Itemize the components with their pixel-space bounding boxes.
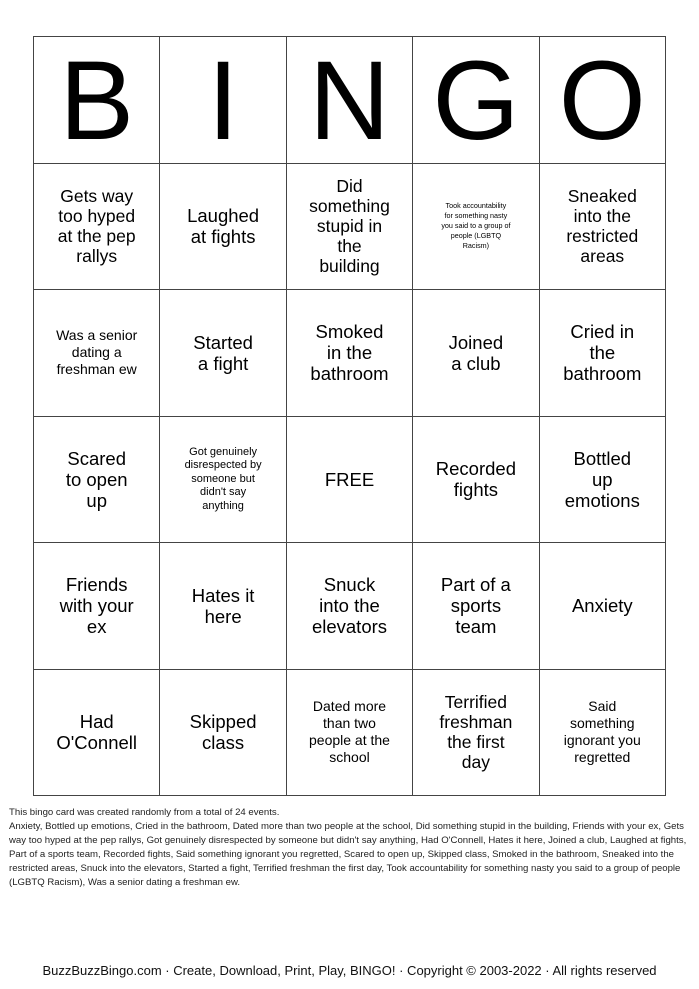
square-text: Joined a club [448, 331, 504, 374]
bingo-square-r5c3 [287, 670, 413, 797]
bingo-square-r4c1 [34, 543, 160, 670]
bingo-square-r1c4 [413, 164, 539, 291]
bingo-square-r2c4 [413, 290, 539, 417]
bingo-square-r5c2 [160, 670, 286, 797]
bingo-square-r3c1 [34, 417, 160, 544]
square-text: Took accountability for something nasty you said to a group of people (LGBTQ Racism) [441, 201, 511, 251]
square-text: Scared to open up [65, 447, 128, 511]
square-text: Said something ignorant you regretted [563, 698, 641, 766]
bingo-square-r5c4 [413, 670, 539, 797]
bingo-square-r3c5 [540, 417, 666, 544]
square-text: Bottled up emotions [564, 447, 640, 511]
events-list: Anxiety, Bottled up emotions, Cried in the bathroom, Dated more than two people at the school, Did something stupid in the building, Friends with your ex, Gets way too hyped at the pep rallys, Got genuinely disrespected by someone but didn't say anything, Had O'Connell, Hates it here, Joined a club, Laughed at fights, Part of a sports team, Recorded fights, Said something ignorant you regretted, Scared to open up, Skipped class, Smoked in the bathroom, Sneaked into the restricted areas, Snuck into the elevators, Started a fight, Terrified freshman the first day, Took accountability for something nasty you said to a group of people (LGBTQ Racism), Was a senior dating a freshman ew. [9, 821, 687, 888]
header-letter: B [59, 37, 135, 163]
bingo-square-r2c2 [160, 290, 286, 417]
square-text: Skipped class [189, 711, 257, 754]
bingo-square-r3c2 [160, 417, 286, 544]
card-summary: This bingo card was created randomly from a total of 24 events. [9, 807, 280, 818]
square-text: FREE [324, 468, 375, 490]
square-text: Terrified freshman the first day [439, 692, 513, 773]
bingo-square-r4c2 [160, 543, 286, 670]
free-square [287, 417, 413, 544]
bingo-square-r1c5 [540, 164, 666, 291]
bingo-square-r2c3 [287, 290, 413, 417]
bingo-square-r1c3 [287, 164, 413, 291]
square-text: Snuck into the elevators [311, 574, 388, 638]
bingo-square-r3c4 [413, 417, 539, 544]
square-text: Started a fight [193, 331, 253, 374]
header-cell-i [160, 37, 286, 164]
header-letter: G [432, 37, 520, 163]
square-text: Hates it here [191, 584, 255, 627]
header-letter: I [207, 37, 239, 163]
bingo-square-r1c1 [34, 164, 160, 291]
square-text: Part of a sports team [440, 574, 511, 638]
square-text: Got genuinely disrespected by someone but didn't say anything [184, 445, 262, 512]
header-letter: O [558, 37, 646, 163]
square-text: Recorded fights [435, 458, 516, 501]
square-text: Had O'Connell [56, 711, 138, 754]
bingo-square-r4c5 [540, 543, 666, 670]
header-cell-n [287, 37, 413, 164]
bingo-square-r1c2 [160, 164, 286, 291]
bingo-square-r2c1 [34, 290, 160, 417]
bingo-square-r4c3 [287, 543, 413, 670]
footer: BuzzBuzzBingo.com · Create, Download, Print, Play, BINGO! · Copyright © 2003-2022 · All rights reserved [42, 963, 657, 978]
square-text: Sneaked into the restricted areas [566, 186, 639, 267]
header-cell-o [540, 37, 666, 164]
bingo-square-r5c5 [540, 670, 666, 797]
bingo-card [33, 36, 666, 796]
bingo-square-r4c4 [413, 543, 539, 670]
square-text: Anxiety [571, 595, 633, 617]
square-text: Friends with your ex [59, 574, 134, 638]
square-text: Was a senior dating a freshman ew [56, 327, 138, 378]
square-text: Smoked in the bathroom [310, 321, 389, 385]
square-text: Dated more than two people at the school [309, 698, 390, 766]
square-text: Cried in the bathroom [563, 321, 642, 385]
square-text: Gets way too hyped at the pep rallys [57, 186, 136, 267]
bingo-square-r5c1 [34, 670, 160, 797]
header-cell-b [34, 37, 160, 164]
header-cell-g [413, 37, 539, 164]
card-info [9, 806, 693, 890]
square-text: Did something stupid in the building [309, 176, 390, 277]
header-letter: N [309, 37, 390, 163]
square-text: Laughed at fights [187, 205, 260, 248]
bingo-square-r2c5 [540, 290, 666, 417]
